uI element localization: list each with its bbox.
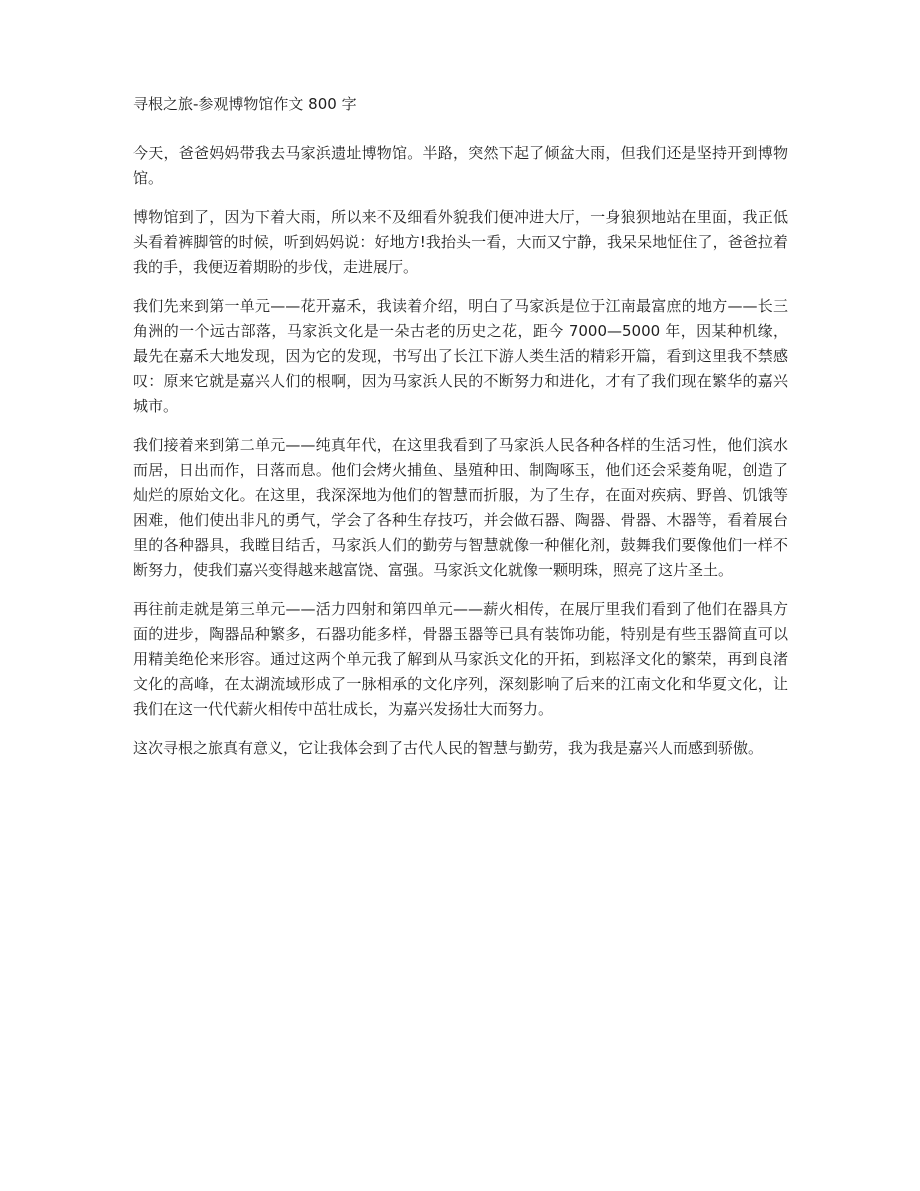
paragraph: 这次寻根之旅真有意义，它让我体会到了古代人民的智慧与勤劳，我为我是嘉兴人而感到骄傲。 [133, 739, 764, 757]
paragraph: 我们接着来到第二单元——纯真年代，在这里我看到了马家浜人民各种各样的生活习性，他们滨水而居，日出而作，日落而息。他们会烤火捕鱼、垦殖种田、制陶啄玉，他们还会采菱角呢，创造了灿烂的原始文化。在这里，我深深地为他们的智慧而折服，为了生存，在面对疾病、野兽、饥饿等困难，他们使出非凡的勇气，学会了各种生存技巧，并会做石器、陶器、骨器、木器等，看着展台里的各种器具，我瞠目结舌，马家浜人们的勤劳与智慧就像一种催化剂，鼓舞我们要像他们一样不断努力，使我们嘉兴变得越来越富饶、富强。马家浜文化就像一颗明珠，照亮了这片圣土。 [133, 436, 788, 579]
paragraph: 再往前走就是第三单元——活力四射和第四单元——薪火相传，在展厅里我们看到了他们在器具方面的进步，陶器品种繁多，石器功能多样，骨器玉器等已具有装饰功能，特别是有些玉器简直可以用精美绝伦来形容。通过这两个单元我了解到从马家浜文化的开拓，到崧泽文化的繁荣，再到良渚文化的高峰，在太湖流域形成了一脉相承的文化序列，深刻影响了后来的江南文化和华夏文化，让我们在这一代代薪火相传中茁壮成长，为嘉兴发扬壮大而努力。 [133, 600, 788, 718]
paragraph: 博物馆到了，因为下着大雨，所以来不及细看外貌我们便冲进大厅，一身狼狈地站在里面，我正低头看着裤脚管的时候，听到妈妈说：好地方!我抬头一看，大而又宁静，我呆呆地怔住了，爸爸拉着我的手，我便迈着期盼的步伐，走进展厅。 [133, 208, 788, 276]
paragraph: 我们先来到第一单元——花开嘉禾，我读着介绍，明白了马家浜是位于江南最富庶的地方——长三角洲的一个远古部落，马家浜文化是一朵古老的历史之花，距今 7000—5000 年，因某种机缘，最先在嘉禾大地发现，因为它的发现，书写出了长江下游人类生活的精彩开篇，看到这里我不禁感叹：原来它就是嘉兴人们的根啊，因为马家浜人民的不断努力和进化，才有了我们现在繁华的嘉兴城市。 [133, 297, 788, 415]
paragraph: 今天，爸爸妈妈带我去马家浜遗址博物馆。半路，突然下起了倾盆大雨，但我们还是坚持开到博物馆。 [133, 144, 788, 187]
document-title: 寻根之旅-参观博物馆作文 800 字 [133, 95, 357, 113]
